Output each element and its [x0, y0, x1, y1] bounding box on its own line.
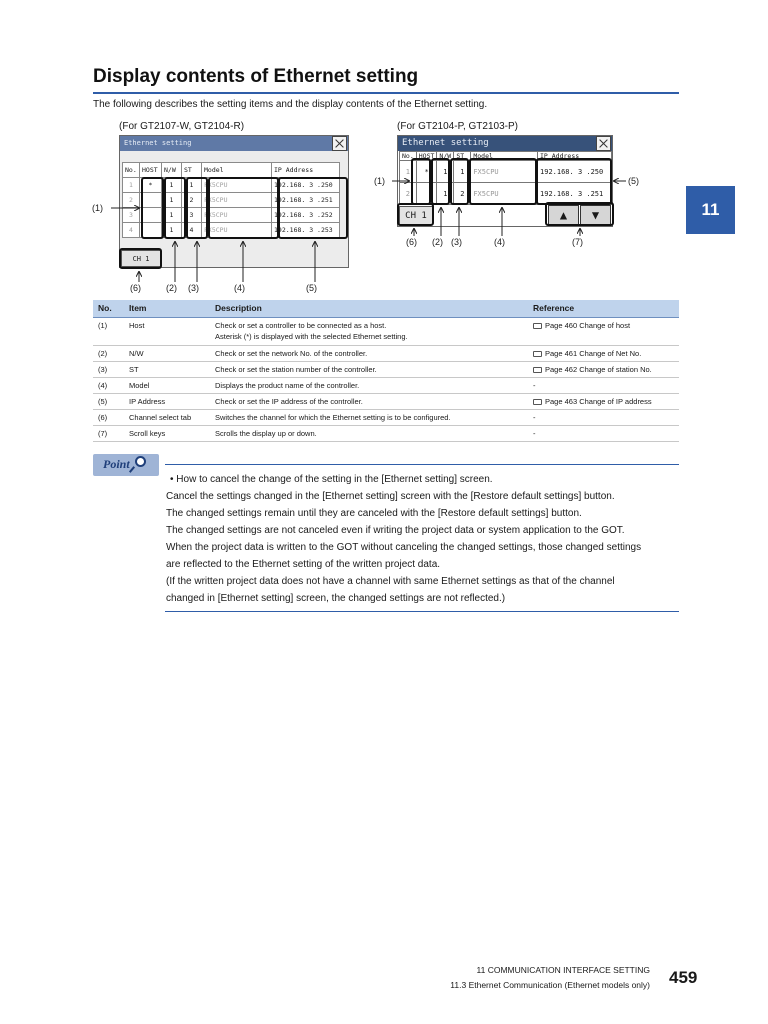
row-item: Scroll keys — [124, 425, 210, 441]
row-model: FX5CPU — [202, 223, 272, 238]
col-host: HOST — [140, 163, 162, 178]
row-description: Displays the product name of the controller. — [210, 377, 528, 393]
row-description: Switches the channel for which the Ethernet setting is to be configured. — [210, 409, 528, 425]
header-description: Description — [210, 300, 528, 317]
left-table-header — [123, 163, 340, 178]
reference-table-header — [93, 300, 679, 317]
bullet-icon: • — [170, 474, 177, 485]
table-row — [93, 425, 679, 441]
row-st[interactable]: 4 — [182, 223, 202, 238]
col-nw: N/W — [437, 152, 454, 161]
col-host: HOST — [416, 152, 437, 161]
row-ip[interactable]: 192.168. 3 .251 — [272, 193, 340, 208]
description-line: Check or set a controller to be connected as a host. — [215, 320, 387, 330]
row-no: 2 — [123, 193, 140, 208]
row-item: Host — [124, 317, 210, 345]
row-ip[interactable]: 192.168. 3 .252 — [272, 208, 340, 223]
callout-2-right: (2) — [432, 237, 443, 247]
row-no: (4) — [93, 377, 124, 393]
row-description: Check or set the station number of the controller. — [210, 361, 528, 377]
highlight-nw-right — [431, 158, 450, 205]
footer-section: 11.3 Ethernet Communication (Ethernet models only) — [450, 980, 650, 990]
callout-4-right: (4) — [494, 237, 505, 247]
reference-link[interactable]: Page 460 Change of host — [545, 320, 631, 330]
callout-5-right: (5) — [628, 176, 639, 186]
book-icon — [533, 399, 542, 405]
chapter-tab[interactable]: 11 — [686, 186, 735, 234]
col-model: Model — [202, 163, 272, 178]
row-model: FX5CPU — [202, 178, 272, 193]
left-screen-titlebar: Ethernet setting — [120, 136, 348, 151]
callout-arrows — [0, 0, 768, 300]
row-nw[interactable]: 1 — [162, 178, 182, 193]
table-row — [93, 377, 679, 393]
row-item: IP Address — [124, 393, 210, 409]
callout-6-left: (6) — [130, 283, 141, 293]
reference-link[interactable]: Page 462 Change of station No. — [545, 364, 652, 374]
row-item: Model — [124, 377, 210, 393]
highlight-ip-left — [278, 177, 348, 239]
row-no: (1) — [93, 317, 124, 345]
row-nw[interactable]: 1 — [162, 208, 182, 223]
row-description: Check or set the network No. of the controller. — [210, 345, 528, 361]
callout-3-right: (3) — [451, 237, 462, 247]
row-host[interactable]: * — [416, 161, 437, 183]
close-icon[interactable] — [332, 136, 347, 151]
row-ip[interactable]: 192.168. 3 .250 — [272, 178, 340, 193]
callout-7-right: (7) — [572, 237, 583, 247]
callout-1-right: (1) — [374, 176, 385, 186]
col-ip: IP Address — [538, 152, 612, 161]
title-rule — [93, 92, 679, 94]
right-screen-titlebar: Ethernet setting — [398, 136, 612, 151]
highlight-host-left — [141, 177, 164, 239]
row-reference: - — [528, 409, 679, 425]
row-st[interactable]: 3 — [182, 208, 202, 223]
point-body — [166, 471, 678, 607]
point-heading-text: How to cancel the change of the setting in the [Ethernet setting] screen. — [176, 474, 493, 485]
row-description: Scrolls the display up or down. — [210, 425, 528, 441]
row-no: 4 — [123, 223, 140, 238]
highlight-host-right — [411, 158, 431, 205]
row-nw[interactable]: 1 — [437, 183, 454, 205]
row-nw[interactable]: 1 — [437, 161, 454, 183]
highlight-model-left — [208, 177, 279, 239]
table-row — [93, 393, 679, 409]
callout-3-left: (3) — [188, 283, 199, 293]
col-nw: N/W — [162, 163, 182, 178]
book-icon — [533, 367, 542, 373]
col-st: ST — [454, 152, 471, 161]
left-screen-caption: (For GT2107-W, GT2104-R) — [119, 121, 245, 132]
table-row — [93, 345, 679, 361]
point-top-rule — [165, 464, 679, 465]
row-host[interactable]: * — [140, 178, 162, 193]
col-ip: IP Address — [272, 163, 340, 178]
highlight-scroll-right — [545, 202, 614, 226]
description-line: Asterisk (*) is displayed with the selected Ethernet setting. — [215, 331, 408, 341]
row-description — [210, 317, 528, 345]
row-no: (7) — [93, 425, 124, 441]
row-model: FX5CPU — [202, 193, 272, 208]
header-item: Item — [124, 300, 210, 317]
row-reference[interactable] — [528, 317, 679, 345]
col-st: ST — [182, 163, 202, 178]
row-no: (5) — [93, 393, 124, 409]
channel-select-tab[interactable]: CH 1 — [399, 206, 433, 225]
highlight-ip-right — [536, 158, 612, 205]
point-line: When the project data is written to the GOT without canceling the changed settings, those changed settings — [166, 542, 642, 553]
row-ip[interactable]: 192.168. 3 .250 — [538, 161, 612, 183]
row-item: Channel select tab — [124, 409, 210, 425]
triangle-up-icon: ▲ — [559, 208, 568, 222]
row-no: 3 — [123, 208, 140, 223]
highlight-model-right — [469, 158, 537, 205]
row-no: (3) — [93, 361, 124, 377]
highlight-st-right — [450, 158, 469, 205]
col-model: Model — [471, 152, 538, 161]
col-no: No. — [400, 152, 417, 161]
point-badge — [93, 454, 159, 476]
point-heading — [166, 471, 678, 488]
row-st[interactable]: 2 — [182, 193, 202, 208]
book-icon — [533, 351, 542, 357]
header-no: No. — [93, 300, 124, 317]
callout-4-left: (4) — [234, 283, 245, 293]
point-line: The changed settings remain until they are canceled with the [Restore default settings] button. — [166, 508, 582, 519]
highlight-channel-right — [397, 203, 434, 226]
row-st[interactable]: 1 — [454, 161, 471, 183]
row-no: (2) — [93, 345, 124, 361]
point-bottom-rule — [165, 611, 679, 612]
row-ip[interactable]: 192.168. 3 .251 — [538, 183, 612, 205]
point-line: The changed settings are not canceled even if writing the project data or system application to the GOT. — [166, 525, 625, 536]
reference-link[interactable]: Page 461 Change of Net No. — [545, 348, 642, 358]
row-reference[interactable] — [528, 393, 679, 409]
col-no: No. — [123, 163, 140, 178]
triangle-down-icon: ▼ — [591, 208, 600, 222]
highlight-st-left — [186, 177, 208, 239]
close-icon[interactable] — [596, 136, 611, 151]
row-st[interactable]: 1 — [182, 178, 202, 193]
row-model: FX5CPU — [471, 161, 538, 183]
row-reference: - — [528, 425, 679, 441]
row-item: ST — [124, 361, 210, 377]
right-screen-caption: (For GT2104-P, GT2103-P) — [397, 121, 518, 132]
row-item: N/W — [124, 345, 210, 361]
row-no: (6) — [93, 409, 124, 425]
table-row — [93, 361, 679, 377]
point-label: Point — [103, 457, 130, 471]
footer-chapter: 11 COMMUNICATION INTERFACE SETTING — [476, 965, 650, 975]
row-no: 1 — [123, 178, 140, 193]
row-no: 2 — [400, 183, 417, 205]
row-st[interactable]: 2 — [454, 183, 471, 205]
row-description: Check or set the IP address of the controller. — [210, 393, 528, 409]
channel-select-tab[interactable]: CH 1 — [121, 250, 161, 267]
row-model: FX5CPU — [471, 183, 538, 205]
row-reference[interactable] — [528, 345, 679, 361]
callout-1-left: (1) — [92, 203, 103, 213]
callout-5-left: (5) — [306, 283, 317, 293]
table-row — [93, 317, 679, 345]
callout-2-left: (2) — [166, 283, 177, 293]
row-reference[interactable] — [528, 361, 679, 377]
row-reference: - — [528, 377, 679, 393]
row-ip[interactable]: 192.168. 3 .253 — [272, 223, 340, 238]
magnifier-icon — [135, 456, 146, 467]
point-line: (If the written project data does not have a channel with same Ethernet settings as that of the channel — [166, 576, 615, 587]
point-line: Cancel the settings changed in the [Ethernet setting] screen with the [Restore default settings] button. — [166, 491, 615, 502]
page-number: 459 — [669, 968, 698, 987]
point-line: changed in [Ethernet setting] screen, the changed settings are not reflected.) — [166, 593, 506, 604]
row-no: 1 — [400, 161, 417, 183]
reference-link[interactable]: Page 463 Change of IP address — [545, 396, 652, 406]
callout-6-right: (6) — [406, 237, 417, 247]
intro-text: The following describes the setting items and the display contents of the Ethernet setting. — [93, 99, 488, 110]
row-nw[interactable]: 1 — [162, 193, 182, 208]
page-title: Display contents of Ethernet setting — [93, 66, 419, 87]
row-model: FX5CPU — [202, 208, 272, 223]
row-nw[interactable]: 1 — [162, 223, 182, 238]
reference-table — [93, 300, 679, 442]
header-reference: Reference — [528, 300, 679, 317]
book-icon — [533, 323, 542, 329]
highlight-nw-left — [164, 177, 186, 239]
highlight-channel-left — [119, 248, 162, 269]
table-row — [93, 409, 679, 425]
point-line: are reflected to the Ethernet setting of the written project data. — [166, 559, 441, 570]
